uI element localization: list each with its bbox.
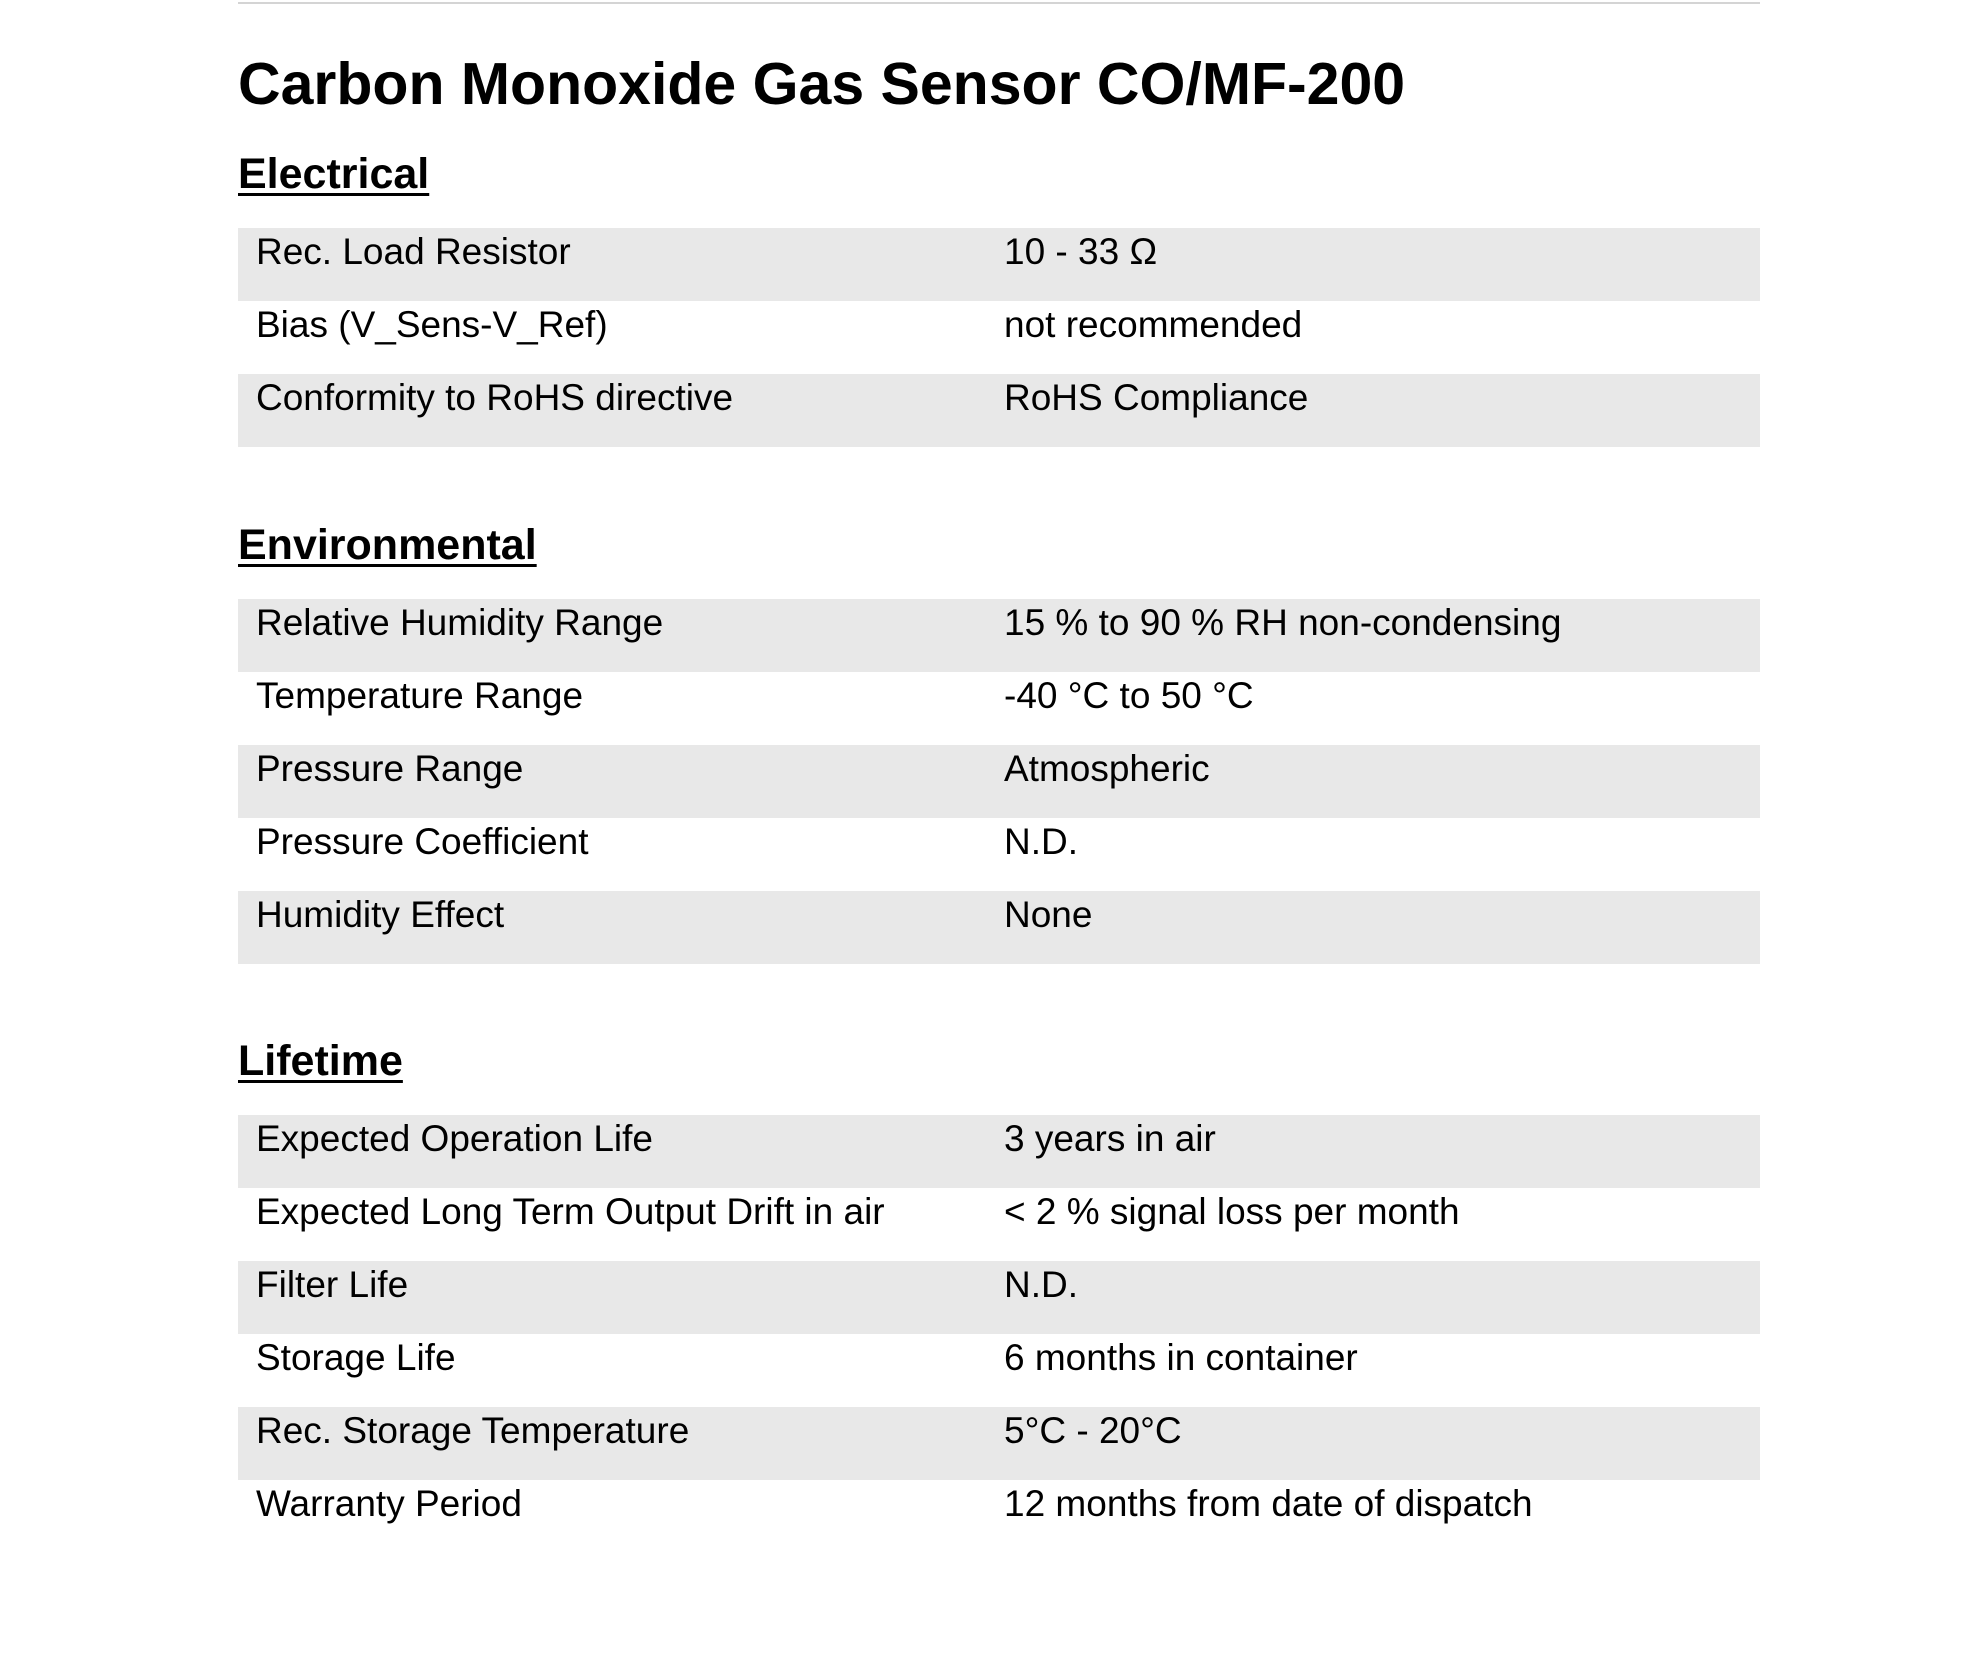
spec-label: Relative Humidity Range <box>256 602 664 643</box>
spec-value: RoHS Compliance <box>1004 377 1309 418</box>
table-row <box>238 301 1760 374</box>
spec-label: Rec. Load Resistor <box>256 231 571 272</box>
spec-value: None <box>1004 894 1093 935</box>
spec-value: 3 years in air <box>1004 1118 1216 1159</box>
section-heading-environmental: Environmental <box>238 521 537 569</box>
spec-value: not recommended <box>1004 304 1303 345</box>
spec-label: Warranty Period <box>256 1483 522 1524</box>
spec-label: Temperature Range <box>256 675 584 716</box>
spec-value: Atmospheric <box>1004 748 1210 789</box>
electrical-spec-table <box>238 228 1760 447</box>
spec-label: Bias (V_Sens-V_Ref) <box>256 304 608 345</box>
spec-value: 10 - 33 Ω <box>1004 231 1158 272</box>
spec-value: N.D. <box>1004 821 1078 862</box>
table-row <box>238 599 1760 672</box>
top-divider <box>238 2 1760 4</box>
table-row <box>238 818 1760 891</box>
spec-value: 6 months in container <box>1004 1337 1358 1378</box>
spec-label: Humidity Effect <box>256 894 505 935</box>
spec-label: Pressure Range <box>256 748 524 789</box>
table-row <box>238 672 1760 745</box>
table-row <box>238 1261 1760 1334</box>
spec-label: Pressure Coefficient <box>256 821 589 862</box>
table-row <box>238 374 1760 447</box>
table-row <box>238 228 1760 301</box>
table-row <box>238 1188 1760 1261</box>
spec-label: Rec. Storage Temperature <box>256 1410 690 1451</box>
table-row <box>238 1480 1760 1553</box>
spec-label: Expected Operation Life <box>256 1118 653 1159</box>
spec-label: Filter Life <box>256 1264 409 1305</box>
environmental-spec-table <box>238 599 1760 964</box>
section-heading-electrical: Electrical <box>238 150 430 198</box>
spec-label: Storage Life <box>256 1337 456 1378</box>
table-row <box>238 891 1760 964</box>
table-row <box>238 1334 1760 1407</box>
spec-value: N.D. <box>1004 1264 1078 1305</box>
table-row <box>238 745 1760 818</box>
table-row <box>238 1407 1760 1480</box>
spec-value: 15 % to 90 % RH non-condensing <box>1004 602 1562 643</box>
lifetime-spec-table <box>238 1115 1760 1553</box>
spec-value: 12 months from date of dispatch <box>1004 1483 1533 1524</box>
spec-label: Expected Long Term Output Drift in air <box>256 1191 885 1232</box>
table-row <box>238 1115 1760 1188</box>
spec-value: -40 °C to 50 °C <box>1004 675 1254 716</box>
section-heading-lifetime: Lifetime <box>238 1037 403 1085</box>
spec-value: 5°C - 20°C <box>1004 1410 1182 1451</box>
page-title: Carbon Monoxide Gas Sensor CO/MF-200 <box>238 51 1406 117</box>
spec-label: Conformity to RoHS directive <box>256 377 734 418</box>
spec-value: < 2 % signal loss per month <box>1004 1191 1460 1232</box>
